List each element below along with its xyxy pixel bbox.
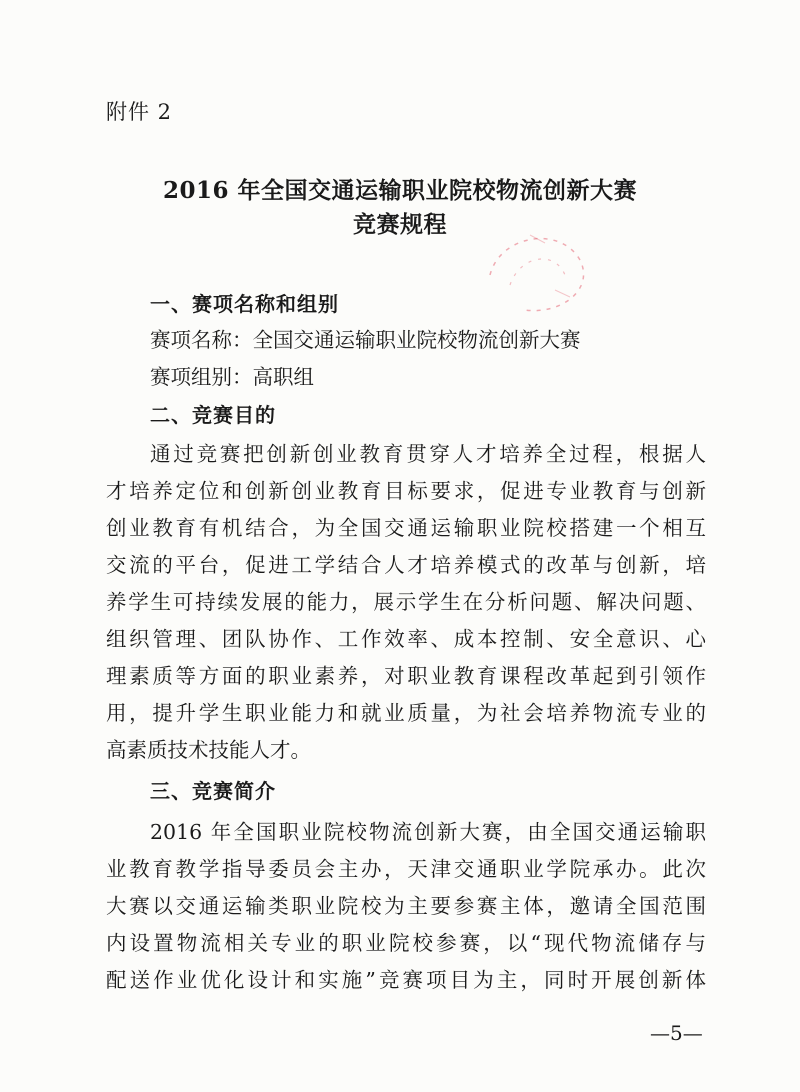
paragraph-line: 业教育教学指导委员会主办，天津交通职业学院承办。此次 — [106, 857, 706, 881]
event-name-line: 赛项名称：全国交通运输职业院校物流创新大赛 — [150, 328, 581, 352]
section-heading-1: 一、赛项名称和组别 — [150, 292, 339, 316]
paragraph-line: 配送作业优化设计和实施”竞赛项目为主，同时开展创新体 — [106, 968, 706, 992]
paragraph-line: 养学生可持续发展的能力，展示学生在分析问题、解决问题、 — [106, 590, 706, 614]
paragraph-line: 理素质等方面的职业素养，对职业教育课程改革起到引领作 — [106, 664, 706, 688]
paragraph-line: 组织管理、团队协作、工作效率、成本控制、安全意识、心 — [106, 627, 706, 651]
paragraph-line: 交流的平台，促进工学结合人才培养模式的改革与创新，培 — [106, 553, 706, 577]
paragraph-line: 高素质技术技能人才。 — [106, 738, 311, 762]
section-heading-3: 三、竞赛简介 — [150, 779, 276, 803]
section-heading-2: 二、竞赛目的 — [150, 403, 276, 427]
paragraph-line: 通过竞赛把创新创业教育贯穿人才培养全过程，根据人 — [150, 442, 706, 466]
paragraph-line: 用，提升学生职业能力和就业质量，为社会培养物流专业的 — [106, 701, 706, 725]
page-number: —5— — [650, 1021, 703, 1045]
document-title: 2016 年全国交通运输职业院校物流创新大赛 — [162, 177, 638, 204]
paragraph-line: 创业教育有机结合，为全国交通运输职业院校搭建一个相互 — [106, 516, 706, 540]
paragraph-line: 内设置物流相关专业的职业院校参赛，以“现代物流储存与 — [106, 931, 706, 955]
paragraph-line: 大赛以交通运输类职业院校为主要参赛主体，邀请全国范围 — [106, 894, 706, 918]
document-subtitle: 竞赛规程 — [353, 211, 447, 238]
paragraph-line: 才培养定位和创新创业教育目标要求，促进专业教育与创新 — [106, 479, 706, 503]
paragraph-line: 2016 年全国职业院校物流创新大赛，由全国交通运输职 — [150, 820, 706, 844]
event-group-line: 赛项组别：高职组 — [150, 365, 314, 389]
attachment-label: 附件 2 — [106, 100, 173, 124]
